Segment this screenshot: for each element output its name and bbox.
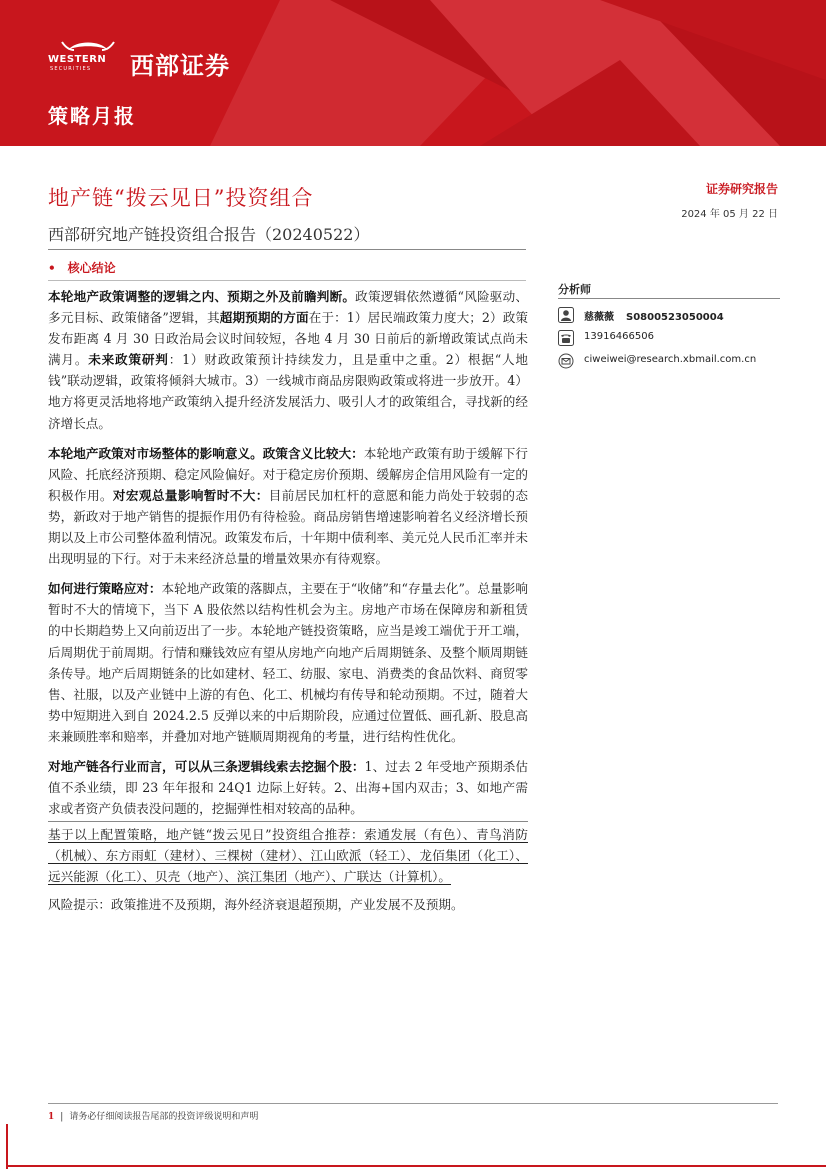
para-text: 政策逻辑依然遵循“风险驱动、多元目标、政策储备”逻辑，其: [48, 289, 528, 326]
paragraph-stock-picking: [48, 756, 528, 819]
analyst-phone: 13916466506: [584, 331, 654, 342]
paragraph-strategy: [48, 578, 528, 747]
title-divider: [48, 249, 526, 250]
report-type: 证券研究报告: [705, 182, 778, 196]
portfolio-divider: [48, 821, 528, 822]
para-text: 目前居民加杠杆的意愿和能力尚处于较弱的态势，新政对于地产销售的提振作用仍有待检验。商品房销售增速影响着名义经济增长预期以及上市公司整体盈利情况。政策发布后，十年期中债利率、美元兑人民币汇率并未出现明显的下行。对于未来经济总量的增量效果亦有待观察。: [48, 487, 529, 567]
logo-english: WESTERN: [48, 54, 107, 65]
corner-accent-vertical: [6, 1124, 8, 1169]
para-text: ：1）财政政策预计持续发力，且是重中之重。2）根据“人地钱”联动逻辑，政策将倾斜大城市。3）一线城市商品房限购政策或将进一步放开。4）地方将更灵活地将地产政策纳入提升经济发展活力、吸引人才的政策组合，寻找新的经济增长点。: [48, 352, 529, 431]
core-conclusion-body: [48, 286, 528, 924]
section-heading-label: 核心结论: [67, 261, 116, 275]
page-number: 1: [48, 1112, 55, 1122]
para-bold: 对地产链各行业而言，可以从三条逻辑线索去挖掘个股：: [48, 758, 365, 774]
mail-icon: [558, 353, 574, 369]
para-bold: 超期预期的方面: [219, 310, 309, 326]
logo-horns-icon: [48, 36, 128, 54]
para-text: 1、过去 2 年受地产预期杀估值不杀业绩，即 23 年年报和 24Q1 边际上好转。2、出海+国内双击；3、如地产需求或者资产负债表没问题的，挖掘弹性相对较高的品种。: [48, 758, 528, 817]
para-text: 本轮地产政策有助于缓解下行风险、托底经济预期、稳定风险偏好。对于稳定房价预期、缓解房企信用风险有一定的积极作用。: [48, 445, 529, 503]
section-divider: [48, 280, 526, 281]
report-date: 2024 年 05 月 22 日: [681, 209, 778, 220]
para-bold: 本轮地产政策调整的逻辑之内、预期之外及前瞻判断。: [48, 289, 356, 304]
analyst-heading: 分析师: [558, 283, 591, 296]
para-bold: 本轮地产政策对市场整体的影响意义。政策含义比较大：: [48, 445, 364, 461]
para-bold: 未来政策研判: [88, 352, 169, 368]
analyst-email[interactable]: ciweiwei@research.xbmail.com.cn: [584, 354, 757, 365]
header-banner: [0, 0, 826, 146]
corner-accent-horizontal: [6, 1165, 826, 1167]
page-subtitle: 西部研究地产链投资组合报告（20240522）: [48, 225, 370, 244]
paragraph-risk: [48, 894, 528, 915]
analyst-divider: [558, 298, 780, 299]
logo-english-sub: SECURITIES: [50, 66, 92, 72]
footer-separator: |: [60, 1112, 64, 1122]
section-heading: [48, 259, 116, 276]
analyst-name: 慈薇薇: [584, 312, 614, 323]
footer: [48, 1109, 258, 1122]
phone-icon: [558, 330, 574, 346]
logo-chinese: 西部证券: [130, 52, 230, 80]
para-text: 在于：1）居民端政策力度大；2）政策发布距离 4 月 30 日政治局会议时间较短，各地 4 月 30 日前后的新增政策试点尚未满月。: [48, 310, 529, 368]
paragraph-market-impact: [48, 443, 528, 570]
bullet-icon: •: [48, 261, 56, 275]
paragraph-policy-logic: [48, 286, 528, 434]
para-text: 本轮地产政策的落脚点，主要在于“收储”和“存量去化”。总量影响暂时不大的情境下，当下 A 股依然以结构性机会为主。房地产市场在保障房和新租赁的中长期趋势上又向前迈出了一步。本轮地产链投资策略，应当是竣工端优于开工端，后周期优于前周期。行情和赚钱效应有望从房地产向地产后周期链条、及整个顺周期链条传导。地产后周期链条的比如建材、轻工、纺服、家电、消费类的食品饮料、商贸零售、社服，以及产业链中上游的有色、化工、机械均有传导和轮动预期。不过，随着大势中短期进入到自 2024.2.5 反弹以来的中后期阶段，应通过位置低、画孔新、股息高来兼顾胜率和赔率，并叠加对地产链顺周期视角的考量，进行结构性优化。: [48, 581, 528, 744]
risk-warning: 风险提示：政策推进不及预期，海外经济衰退超预期，产业发展不及预期。: [48, 896, 464, 912]
paragraph-portfolio: [48, 824, 528, 887]
analyst-cert: S0800523050004: [626, 312, 724, 323]
footer-divider: [48, 1103, 778, 1104]
para-bold: 如何进行策略应对：: [48, 581, 162, 597]
footer-note: 请务必仔细阅读报告尾部的投资评级说明和声明: [69, 1112, 259, 1122]
person-icon: [558, 307, 574, 323]
portfolio-recommendation: 基于以上配置策略，地产链“拨云见日”投资组合推荐：索通发展（有色）、青鸟消防（机械）、东方雨虹（建材）、三棵树（建材）、江山欧派（轻工）、龙佰集团（化工）、远兴能源（化工）、贝壳（地产）、滨江集团（地产）、广联达（计算机）。: [48, 827, 528, 885]
para-bold: 对宏观总量影响暂时不大：: [112, 487, 269, 503]
page-title: 地产链“拨云见日”投资组合: [48, 186, 314, 210]
series-tag: 策略月报: [48, 104, 136, 128]
